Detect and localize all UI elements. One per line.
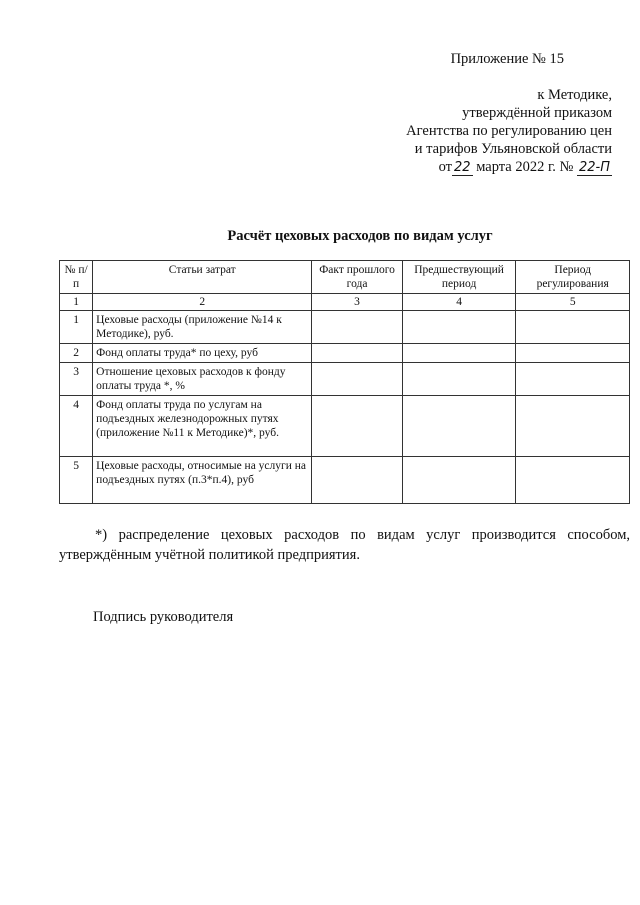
- row-index: 5: [60, 457, 93, 504]
- row-prev-cell: [402, 457, 516, 504]
- handwritten-day: 22: [454, 160, 471, 175]
- footnote: *) распределение цеховых расходов по видам услуг производится способом, утверждённым учётной политикой предприятия.: [59, 527, 630, 563]
- row-name: Фонд оплаты труда* по цеху, руб: [93, 344, 312, 363]
- row-name: Цеховые расходы (приложение №14 к Методике), руб.: [93, 311, 312, 344]
- col-number: 2: [93, 294, 312, 311]
- date-prefix: от: [438, 159, 453, 175]
- header-reg: Период регулирования: [516, 261, 630, 294]
- table-row: [60, 363, 630, 396]
- column-numbers-row: [60, 294, 630, 311]
- row-fact-cell: [312, 363, 402, 396]
- header-fact: Факт прошлого года: [312, 261, 402, 294]
- col-number: 1: [60, 294, 93, 311]
- signature-label: Подпись руководителя: [93, 609, 234, 625]
- row-name: Отношение цеховых расходов к фонду оплаты труда *, %: [93, 363, 312, 396]
- row-reg-cell: [516, 457, 630, 504]
- costs-table: [59, 260, 630, 504]
- header-name: Статьи затрат: [93, 261, 312, 294]
- row-index: 2: [60, 344, 93, 363]
- row-reg-cell: [516, 344, 630, 363]
- row-prev-cell: [402, 396, 516, 457]
- row-fact-cell: [312, 344, 402, 363]
- row-index: 1: [60, 311, 93, 344]
- approval-line-2: утверждённой приказом: [462, 105, 612, 121]
- appendix-number: Приложение № 15: [450, 51, 564, 67]
- row-prev-cell: [402, 363, 516, 396]
- col-number: 5: [516, 294, 630, 311]
- row-reg-cell: [516, 363, 630, 396]
- approval-date-line: [352, 158, 612, 176]
- header-num: № п/п: [60, 261, 93, 294]
- approval-line-1: к Методике,: [537, 87, 612, 103]
- table-row: [60, 457, 630, 504]
- row-fact-cell: [312, 311, 402, 344]
- row-prev-cell: [402, 344, 516, 363]
- col-number: 3: [312, 294, 402, 311]
- header-prev: Предшествующий период: [402, 261, 516, 294]
- row-name: Фонд оплаты труда по услугам на подъездных железнодорожных путях (приложение №11 к Методике)*, руб.: [93, 396, 312, 457]
- table-row: [60, 344, 630, 363]
- document-title: Расчёт цеховых расходов по видам услуг: [227, 228, 493, 244]
- row-index: 4: [60, 396, 93, 457]
- row-reg-cell: [516, 396, 630, 457]
- approval-line-4: и тарифов Ульяновской области: [414, 141, 612, 157]
- row-reg-cell: [516, 311, 630, 344]
- table-header-row: [60, 261, 630, 294]
- handwritten-order-number: 22-П: [578, 160, 610, 175]
- row-index: 3: [60, 363, 93, 396]
- row-fact-cell: [312, 396, 402, 457]
- row-fact-cell: [312, 457, 402, 504]
- row-prev-cell: [402, 311, 516, 344]
- date-month: марта 2022 г. №: [476, 159, 574, 175]
- approval-block: [352, 50, 612, 176]
- approval-line-3: Агентства по регулированию цен: [406, 123, 612, 139]
- col-number: 4: [402, 294, 516, 311]
- row-name: Цеховые расходы, относимые на услуги на подъездных путях (п.3*п.4), руб: [93, 457, 312, 504]
- table-row: [60, 311, 630, 344]
- table-row: [60, 396, 630, 457]
